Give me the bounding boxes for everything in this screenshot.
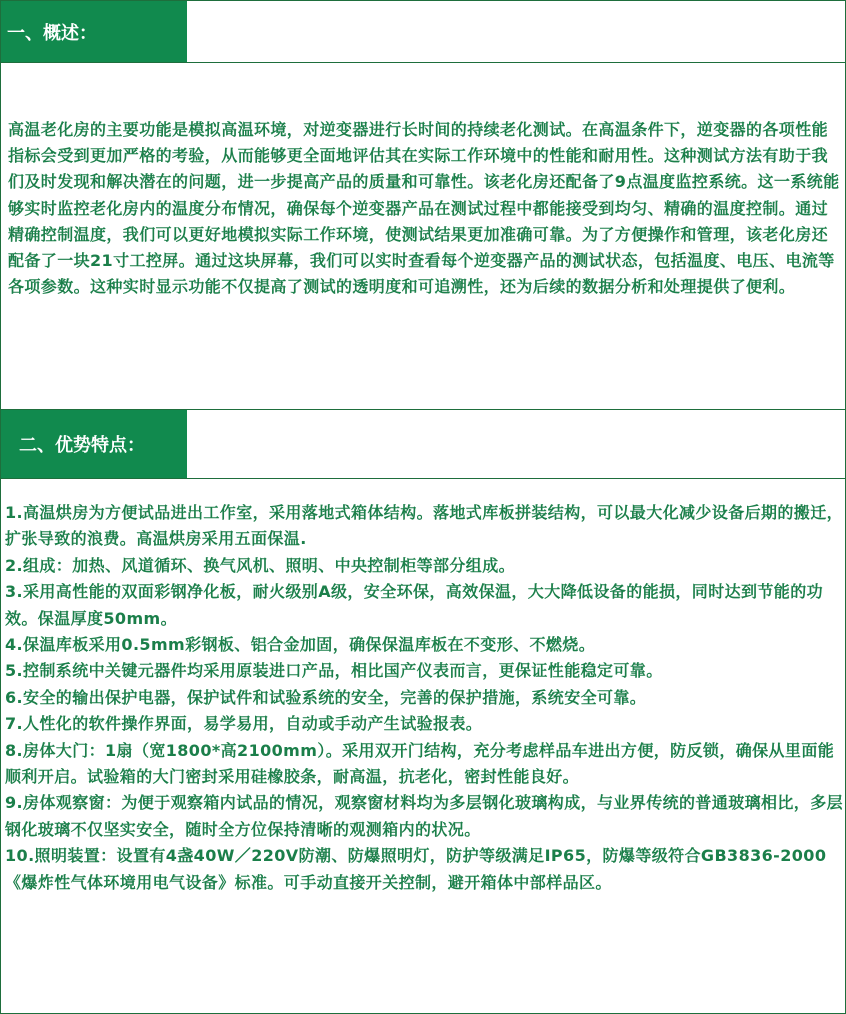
list-item: 4.保温库板采用0.5mm彩钢板、铝合金加固，确保保温库板在不变形、不燃烧。 <box>5 635 596 655</box>
list-item: 2.组成：加热、风道循环、换气风机、照明、中央控制柜等部分组成。 <box>5 555 516 575</box>
advantages-list <box>5 500 843 896</box>
overview-body <box>1 63 845 408</box>
section-header-overview <box>1 1 845 63</box>
list-item: 3.采用高性能的双面彩钢净化板，耐火级别A级，安全环保，高效保温，大大降低设备的能损，同时达到节能的功效。保温厚度50mm。 <box>5 582 823 628</box>
list-item: 6.安全的输出保护电器，保护试件和试验系统的安全，完善的保护措施，系统安全可靠。 <box>5 687 647 707</box>
list-item: 8.房体大门：1扇（宽1800*高2100mm）。采用双开门结构，充分考虑样品车进出方便，防反锁，确保从里面能顺利开启。试验箱的大门密封采用硅橡胶条，耐高温，抗老化，密封性能良好。 <box>5 740 835 787</box>
section-header-advantages <box>1 409 845 479</box>
list-item: 7.人性化的软件操作界面，易学易用，自动或手动产生试验报表。 <box>5 714 483 734</box>
section-title-overview: 一、概述： <box>1 1 187 62</box>
section-title-advantages: 二、优势特点： <box>1 410 187 478</box>
list-item: 5.控制系统中关键元器件均采用原装进口产品，相比国产仪表而言，更保证性能稳定可靠。 <box>5 661 663 681</box>
list-item: 9.房体观察窗：为便于观察箱内试品的情况，观察窗材料均为多层钢化玻璃构成，与业界传统的普通玻璃相比，多层钢化玻璃不仅坚实安全，随时全方位保持清晰的观测箱内的状况。 <box>5 793 844 839</box>
advantages-body <box>1 478 845 1013</box>
list-item: 10.照明装置：设置有4盏40W／220V防潮、防爆照明灯，防护等级满足IP65，防爆等级符合GB3836-2000《爆炸性气体环境用电气设备》标准。可手动直接开关控制，避开箱体中部样品区。 <box>5 846 827 892</box>
list-item: 1.高温烘房为方便试品进出工作室，采用落地式箱体结构。落地式库板拼装结构，可以最大化减少设备后期的搬迁，扩张导致的浪费。高温烘房采用五面保温. <box>5 503 844 549</box>
overview-paragraph: 高温老化房的主要功能是模拟高温环境，对逆变器进行长时间的持续老化测试。在高温条件下，逆变器的各项性能指标会受到更加严格的考验，从而能够更全面地评估其在实际工作环境中的性能和耐用性。这种测试方法有助于我们及时发现和解决潜在的问题，进一步提高产品的质量和可靠性。该老化房还配备了9点温度监控系统。这一系统能够实时监控老化房内的温度分布情况，确保每个逆变器产品在测试过程中都能接受到均匀、精确的温度控制。通过精确控制温度，我们可以更好地模拟实际工作环境，使测试结果更加准确可靠。为了方便操作和管理，该老化房还配备了一块21寸工控屏。通过这块屏幕，我们可以实时查看每个逆变器产品的测试状态，包括温度、电压、电流等各项参数。这种实时显示功能不仅提高了测试的透明度和可追溯性，还为后续的数据分析和处理提供了便利。 <box>8 120 840 297</box>
